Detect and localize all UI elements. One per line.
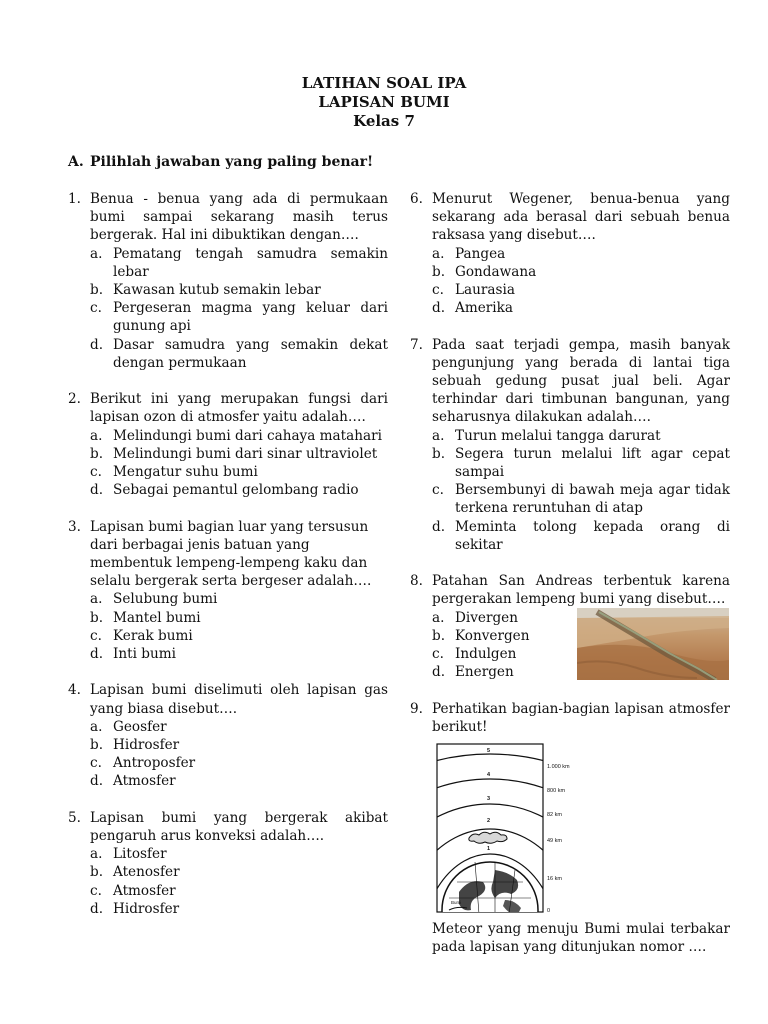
option-list [90, 590, 388, 663]
question-number: 3. [68, 518, 81, 535]
option-letter: a. [90, 591, 103, 608]
question-number: 2. [68, 391, 81, 408]
option-d [432, 518, 730, 554]
question-text: Menurut Wegener, benua-benua yang sekarang ada berasal dari sebuah benua raksasa yang disebut…. [432, 191, 730, 244]
question-4 [68, 681, 388, 790]
option-letter: d. [432, 664, 446, 681]
section-instruction: Pilihlah jawaban yang paling benar! [90, 154, 374, 170]
option-c [90, 463, 388, 481]
option-text: Segera turun melalui lift agar cepat sampai [455, 445, 730, 481]
earth-label: Bumi [451, 900, 462, 906]
option-a [90, 590, 388, 608]
option-c [90, 627, 388, 645]
layer-number-label: 2 [487, 818, 491, 825]
option-text: Melindungi bumi dari sinar ultraviolet [113, 445, 378, 462]
question-5 [68, 809, 388, 918]
option-a [432, 245, 730, 263]
layer-number-label: 1 [487, 846, 491, 853]
question-number: 9. [410, 700, 423, 717]
question-text: Patahan San Andreas terbentuk karena pergerakan lempeng bumi yang disebut…. [432, 573, 730, 608]
section-heading [68, 154, 373, 170]
option-b [90, 863, 388, 881]
option-a [90, 427, 388, 445]
header-subtitle: LAPISAN BUMI [318, 93, 450, 111]
option-letter: c. [432, 646, 444, 663]
option-text: Antroposfer [113, 755, 196, 772]
option-text: Sebagai pemantul gelombang radio [113, 482, 359, 499]
option-text: Amerika [455, 300, 513, 317]
option-a [90, 245, 388, 281]
option-text: Gondawana [455, 263, 537, 280]
question-number: 8. [410, 573, 423, 590]
option-letter: b. [432, 627, 446, 644]
option-letter: a. [90, 245, 103, 262]
option-text: Geosfer [113, 718, 167, 735]
option-text: Indulgen [455, 646, 517, 663]
option-letter: b. [90, 737, 104, 754]
question-9 [410, 700, 730, 957]
option-text: Atmosfer [113, 773, 176, 790]
option-letter: b. [90, 609, 104, 626]
question-text: Perhatikan bagian-bagian lapisan atmosfer berikut! [432, 700, 730, 735]
question-number: 4. [68, 682, 81, 699]
header-title: LATIHAN SOAL IPA [301, 74, 467, 92]
option-text: Pematang tengah samudra semakin lebar [113, 245, 388, 280]
option-text: Bersembunyi di bawah meja agar tidak terkena reruntuhan di atap [455, 482, 730, 517]
question-number: 7. [410, 336, 423, 353]
option-letter: a. [90, 427, 103, 444]
option-letter: a. [90, 718, 103, 735]
question-2 [68, 390, 388, 499]
option-letter: d. [90, 482, 104, 499]
option-c [90, 754, 388, 772]
question-text: Berikut ini yang merupakan fungsi dari lapisan ozon di atmosfer yaitu adalah…. [90, 391, 388, 426]
altitude-label: 1.000 km [547, 764, 570, 771]
option-text: Pergeseran magma yang keluar dari gunung api [113, 300, 388, 335]
option-letter: b. [90, 282, 104, 299]
option-c [432, 645, 562, 663]
altitude-label: 82 km [547, 812, 562, 819]
option-b [432, 627, 562, 645]
option-text: Laurasia [455, 282, 515, 299]
option-d [90, 336, 388, 372]
option-letter: c. [432, 282, 444, 299]
option-letter: a. [432, 245, 445, 262]
header-grade: Kelas 7 [353, 112, 415, 130]
question-text: Lapisan bumi yang bergerak akibat pengaruh arus konveksi adalah…. [90, 809, 388, 845]
option-text: Konvergen [455, 627, 530, 644]
option-b [90, 445, 388, 463]
right-column [410, 190, 730, 975]
question-7 [410, 336, 730, 554]
altitude-label: 49 km [547, 838, 562, 845]
option-letter: c. [432, 482, 444, 499]
option-text: Selubung bumi [113, 591, 218, 608]
option-a [90, 718, 388, 736]
option-c [432, 281, 730, 299]
option-d [432, 299, 730, 317]
san-andreas-fault-photo [577, 608, 729, 680]
option-letter: d. [90, 646, 104, 663]
option-letter: b. [432, 445, 446, 462]
option-list [432, 245, 730, 318]
layer-number-label: 5 [487, 748, 491, 755]
altitude-label: 16 km [547, 876, 562, 883]
option-letter: d. [90, 336, 104, 353]
option-letter: a. [90, 846, 103, 863]
option-b [432, 263, 730, 281]
option-letter: c. [90, 755, 102, 772]
option-letter: d. [90, 773, 104, 790]
option-list [432, 609, 562, 682]
question-number: 6. [410, 191, 423, 207]
question-9-prompt: Meteor yang menuju Bumi mulai terbakar pada lapisan yang ditunjukan nomor …. [432, 921, 730, 956]
option-letter: d. [432, 300, 446, 317]
option-letter: a. [432, 427, 445, 444]
question-8 [410, 572, 730, 681]
layer-number-label: 4 [487, 772, 491, 779]
option-list [432, 427, 730, 554]
option-c [90, 882, 388, 900]
option-text: Inti bumi [113, 646, 176, 663]
option-text: Dasar samudra yang semakin dekat dengan permukaan [113, 336, 388, 371]
question-6 [410, 190, 730, 317]
atmosphere-layers-diagram [435, 742, 575, 914]
question-text: Lapisan bumi bagian luar yang tersusun dari berbagai jenis batuan yang membentuk lempeng-lempeng kaku dan selalu bergerak serta bergeser adalah…. [90, 518, 372, 590]
question-text: Lapisan bumi diselimuti oleh lapisan gas yang biasa disebut…. [90, 682, 388, 717]
option-text: Kerak bumi [113, 627, 193, 644]
worksheet-header [0, 74, 768, 131]
option-text: Litosfer [113, 846, 167, 863]
altitude-label: 0 [547, 908, 551, 915]
option-letter: b. [432, 263, 446, 280]
layer-number-label: 3 [487, 796, 491, 803]
option-d [90, 481, 388, 499]
option-text: Hidrosfer [113, 737, 180, 754]
question-number: 5. [68, 809, 81, 826]
option-letter: b. [90, 864, 104, 881]
option-d [90, 645, 388, 663]
option-letter: c. [90, 300, 102, 317]
section-label: A. [68, 154, 84, 170]
option-d [90, 772, 388, 790]
option-text: Kawasan kutub semakin lebar [113, 282, 321, 299]
option-letter: a. [432, 609, 445, 626]
option-letter: c. [90, 464, 102, 481]
question-text: Pada saat terjadi gempa, masih banyak pengunjung yang berada di lantai tiga sebuah gedung pusat jual beli. Agar terhindar dari timbunan bangunan, yang seharusnya dilakukan adalah…. [432, 336, 730, 426]
option-text: Hidrosfer [113, 900, 180, 917]
option-text: Atenosfer [113, 864, 180, 881]
option-letter: b. [90, 445, 104, 462]
option-d [432, 663, 562, 681]
option-a [90, 845, 388, 863]
option-c [432, 481, 730, 517]
option-letter: c. [90, 882, 102, 899]
fault-photo-art [577, 608, 729, 680]
option-letter: c. [90, 627, 102, 644]
option-letter: d. [90, 900, 104, 917]
altitude-label: 800 km [547, 788, 566, 795]
option-text: Turun melalui tangga darurat [455, 427, 661, 444]
option-c [90, 299, 388, 335]
option-a [432, 609, 562, 627]
option-list [90, 845, 388, 918]
option-b [90, 281, 388, 299]
option-list [90, 427, 388, 500]
left-column [68, 190, 388, 936]
option-b [432, 445, 730, 481]
option-text: Atmosfer [113, 882, 176, 899]
option-a [432, 427, 730, 445]
option-text: Pangea [455, 245, 506, 262]
option-letter: d. [432, 518, 446, 535]
option-b [90, 736, 388, 754]
question-1 [68, 190, 388, 372]
option-text: Mengatur suhu bumi [113, 464, 258, 481]
option-b [90, 609, 388, 627]
option-text: Melindungi bumi dari cahaya matahari [113, 427, 382, 444]
option-d [90, 900, 388, 918]
option-text: Meminta tolong kepada orang di sekitar [455, 518, 730, 553]
question-3 [68, 518, 388, 664]
option-list [90, 718, 388, 791]
option-text: Mantel bumi [113, 609, 201, 626]
option-text: Divergen [455, 609, 518, 626]
option-list [90, 245, 388, 372]
question-number: 1. [68, 191, 81, 207]
question-text: Benua - benua yang ada di permukaan bumi sampai sekarang masih terus bergerak. Hal ini dibuktikan dengan…. [90, 191, 388, 244]
option-text: Energen [455, 664, 514, 681]
